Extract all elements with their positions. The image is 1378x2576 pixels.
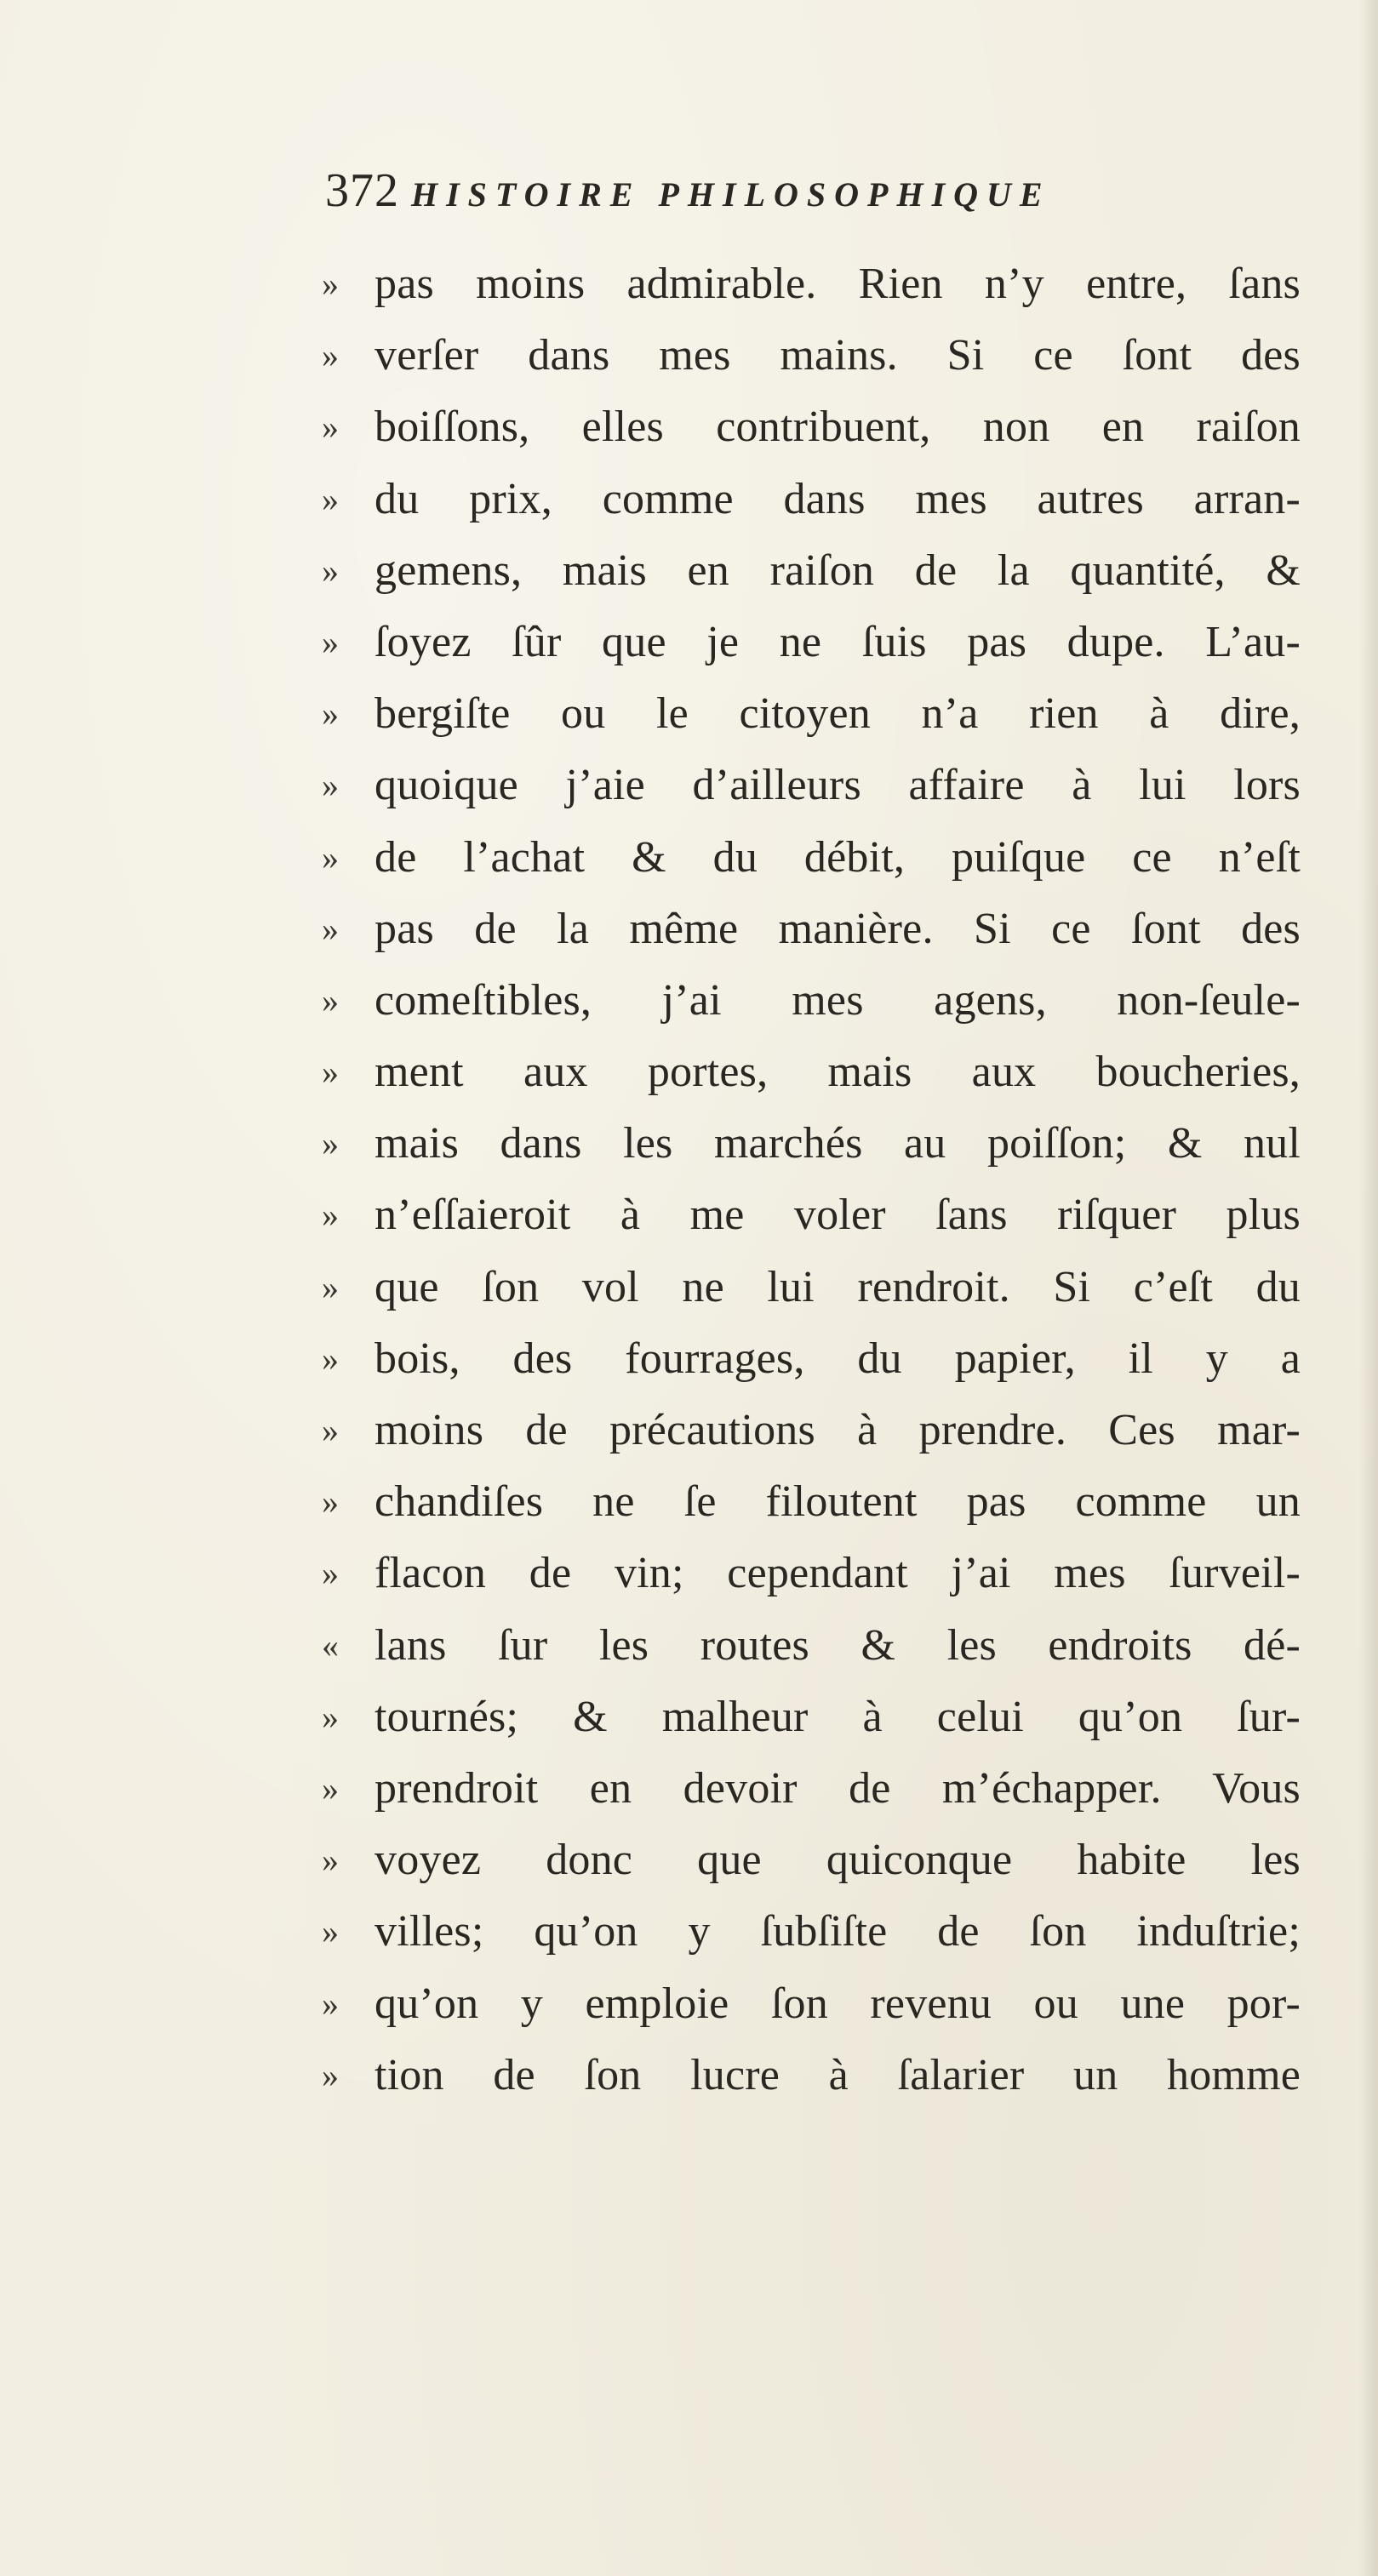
line-text: gemens, mais en raiſon de la quantité, & bbox=[375, 545, 1301, 595]
quotation-mark: » bbox=[322, 837, 339, 877]
text-line bbox=[322, 391, 1301, 463]
line-text: pas moins admirable. Rien n’y entre, ſans bbox=[375, 260, 1301, 308]
quotation-mark: » bbox=[322, 1339, 339, 1378]
quotation-mark: » bbox=[322, 622, 339, 661]
text-line bbox=[322, 2040, 1301, 2111]
body-text bbox=[322, 248, 1301, 2111]
line-text: bergiſte ou le citoyen n’a rien à dire, bbox=[375, 689, 1301, 739]
running-title: HISTOIRE PHILOSOPHIQUE bbox=[411, 175, 1051, 214]
text-line bbox=[322, 535, 1301, 607]
text-line bbox=[322, 894, 1301, 965]
text-line bbox=[322, 1108, 1301, 1179]
text-line bbox=[322, 607, 1301, 678]
quotation-mark: » bbox=[322, 336, 339, 375]
quotation-mark: » bbox=[322, 408, 339, 447]
quotation-mark: » bbox=[322, 1482, 339, 1522]
quotation-mark: » bbox=[322, 1554, 339, 1593]
text-line bbox=[322, 1466, 1301, 1538]
quotation-mark: » bbox=[322, 1697, 339, 1736]
quotation-mark: » bbox=[322, 909, 339, 948]
text-line bbox=[322, 1610, 1301, 1682]
line-text: boiſſons, elles contribuent, non en raiſon bbox=[375, 403, 1301, 452]
text-line bbox=[322, 822, 1301, 894]
text-line bbox=[322, 248, 1301, 320]
line-text: du prix, comme dans mes autres arran- bbox=[375, 474, 1301, 523]
text-line bbox=[322, 1037, 1301, 1108]
quotation-mark: » bbox=[322, 479, 339, 518]
quotation-mark: » bbox=[322, 1053, 339, 1092]
page-number: 372 bbox=[325, 164, 399, 217]
line-text: mais dans les marchés au poiſſon; & nul bbox=[375, 1119, 1301, 1168]
text-line bbox=[322, 1179, 1301, 1251]
text-line bbox=[322, 1968, 1301, 2040]
text-line bbox=[322, 1682, 1301, 1753]
text-line bbox=[322, 464, 1301, 535]
quotation-mark: » bbox=[322, 1984, 339, 2023]
quotation-mark: » bbox=[322, 980, 339, 1020]
text-line bbox=[322, 1538, 1301, 1609]
line-text: tournés; & malheur à celui qu’on ſur- bbox=[375, 1692, 1301, 1741]
quotation-mark: » bbox=[322, 2055, 339, 2094]
line-text: comeſtibles, j’ai mes agens, non-ſeule- bbox=[375, 975, 1301, 1025]
line-text: que ſon vol ne lui rendroit. Si c’eſt du bbox=[375, 1262, 1301, 1311]
quotation-mark: » bbox=[322, 1124, 339, 1163]
text-line bbox=[322, 1395, 1301, 1466]
quotation-mark: » bbox=[322, 1267, 339, 1306]
line-text: qu’on y emploie ſon revenu ou une por- bbox=[375, 1979, 1301, 2028]
quotation-mark: » bbox=[322, 694, 339, 734]
line-text: moins de précautions à prendre. Ces mar- bbox=[375, 1406, 1301, 1454]
quotation-mark: » bbox=[322, 265, 339, 303]
text-line bbox=[322, 1323, 1301, 1395]
running-header bbox=[325, 163, 1051, 223]
text-line bbox=[322, 1825, 1301, 1896]
line-text: flacon de vin; cependant j’ai mes ſurveil- bbox=[375, 1549, 1301, 1598]
quotation-mark: » bbox=[322, 1411, 339, 1449]
quotation-mark: » bbox=[322, 766, 339, 805]
quotation-mark: » bbox=[322, 1768, 339, 1808]
line-text: ment aux portes, mais aux boucheries, bbox=[375, 1048, 1301, 1097]
text-line bbox=[322, 750, 1301, 821]
line-text: chandiſes ne ſe filoutent pas comme un bbox=[375, 1477, 1301, 1527]
line-text: tion de ſon lucre à ſalarier un homme bbox=[375, 2050, 1301, 2099]
quotation-mark: » bbox=[322, 1196, 339, 1235]
text-line bbox=[322, 965, 1301, 1037]
text-line bbox=[322, 1753, 1301, 1825]
text-line bbox=[322, 320, 1301, 391]
text-line bbox=[322, 1252, 1301, 1323]
text-line bbox=[322, 678, 1301, 750]
line-text: bois, des fourrages, du papier, il y a bbox=[375, 1334, 1301, 1383]
quotation-mark: » bbox=[322, 551, 339, 590]
quotation-mark: » bbox=[322, 1841, 339, 1880]
line-text: lans ſur les routes & les endroits dé- bbox=[375, 1620, 1301, 1670]
line-text: de l’achat & du débit, puiſque ce n’eſt bbox=[375, 832, 1301, 882]
line-text: prendroit en devoir de m’échapper. Vous bbox=[375, 1763, 1301, 1813]
line-text: n’eſſaieroit à me voler ſans riſquer plus bbox=[375, 1191, 1301, 1240]
line-text: ſoyez ſûr que je ne ſuis pas dupe. L’au- bbox=[375, 617, 1301, 666]
line-text: voyez donc que quiconque habite les bbox=[375, 1836, 1301, 1885]
text-line bbox=[322, 1896, 1301, 1968]
line-text: pas de la même manière. Si ce ſont des bbox=[375, 904, 1301, 953]
quotation-mark: » bbox=[322, 1912, 339, 1951]
line-text: villes; qu’on y ſubſiſte de ſon induſtrie; bbox=[375, 1907, 1301, 1956]
line-text: verſer dans mes mains. Si ce ſont des bbox=[375, 331, 1301, 380]
line-text: quoique j’aie d’ailleurs affaire à lui lors bbox=[375, 761, 1301, 810]
page-edge-shadow bbox=[1359, 0, 1378, 2576]
quotation-mark: « bbox=[322, 1625, 339, 1665]
